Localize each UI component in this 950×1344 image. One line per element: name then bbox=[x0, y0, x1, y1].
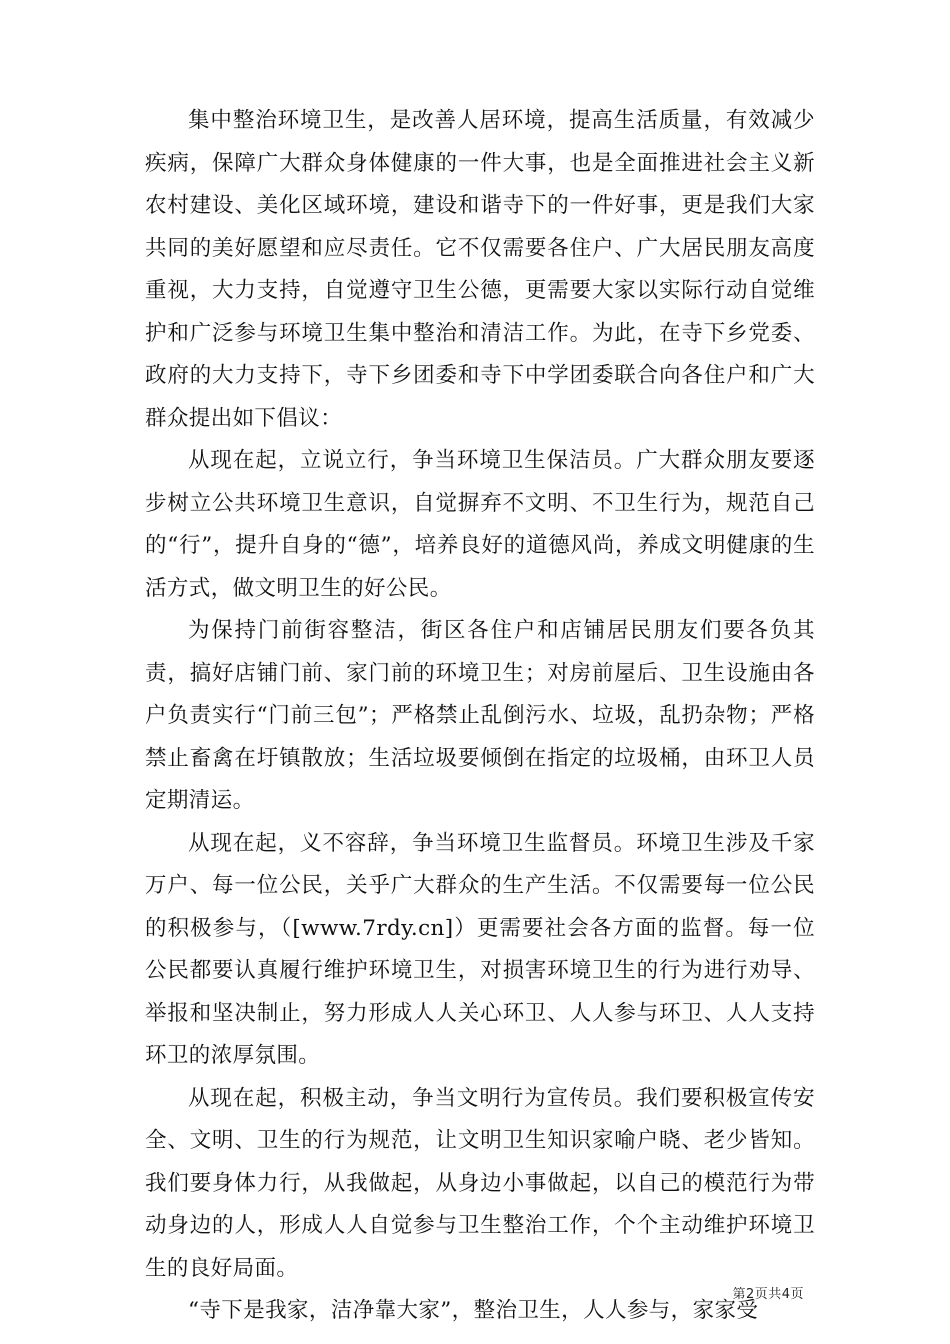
page-number: 第2页共4页 bbox=[732, 1287, 804, 1302]
paragraph-supervisor: 从现在起，义不容辞，争当环境卫生监督员。环境卫生涉及千家万户、每一位公民，关乎广大群众的生产生活。不仅需要每一位公民的积极参与，（[www.7rdy.cn]）更需要社会各方面的监督。每一位公民都要认真履行维护环境卫生，对损害环境卫生的行为进行劝导、举报和坚决制止，努力形成人人关心环卫、人人参与环卫、人人支持环卫的浓厚氛围。 bbox=[145, 830, 815, 1068]
paragraph-intro: 集中整治环境卫生，是改善人居环境，提高生活质量，有效减少疾病，保障广大群众身体健康的一件大事，也是全面推进社会主义新农村建设、美化区域环境，建设和谐寺下的一件好事，更是我们大家共同的美好愿望和应尽责任。它不仅需要各住户、广大居民朋友高度重视，大力支持，自觉遵守卫生公德，更需要大家以实际行动自觉维护和广泛参与环境卫生集中整治和清洁工作。为此，在寺下乡党委、政府的大力支持下，寺下乡团委和寺下中学团委联合向各住户和广大群众提出如下倡议： bbox=[145, 108, 815, 431]
document-body bbox=[145, 100, 815, 1333]
paragraph-cleaner: 从现在起，立说立行，争当环境卫生保洁员。广大群众朋友要逐步树立公共环境卫生意识，自觉摒弃不文明、不卫生行为，规范自己的“行”，提升自身的“德”，培养良好的道德风尚，养成文明健康的生活方式，做文明卫生的好公民。 bbox=[145, 448, 815, 601]
paragraph-street: 为保持门前街容整洁，街区各住户和店铺居民朋友们要各负其责，搞好店铺门前、家门前的环境卫生；对房前屋后、卫生设施由各户负责实行“门前三包”；严格禁止乱倒污水、垃圾，乱扔杂物；严格禁止畜禽在圩镇散放；生活垃圾要倾倒在指定的垃圾桶，由环卫人员定期清运。 bbox=[145, 618, 815, 813]
paragraph-slogan: “寺下是我家，洁净靠大家”，整治卫生，人人参与，家家受 bbox=[188, 1298, 759, 1323]
paragraph-promoter: 从现在起，积极主动，争当文明行为宣传员。我们要积极宣传安全、文明、卫生的行为规范，让文明卫生知识家喻户晓、老少皆知。我们要身体力行，从我做起，从身边小事做起，以自己的模范行为带动身边的人，形成人人自觉参与卫生整治工作，个个主动维护环境卫生的良好局面。 bbox=[145, 1085, 815, 1281]
